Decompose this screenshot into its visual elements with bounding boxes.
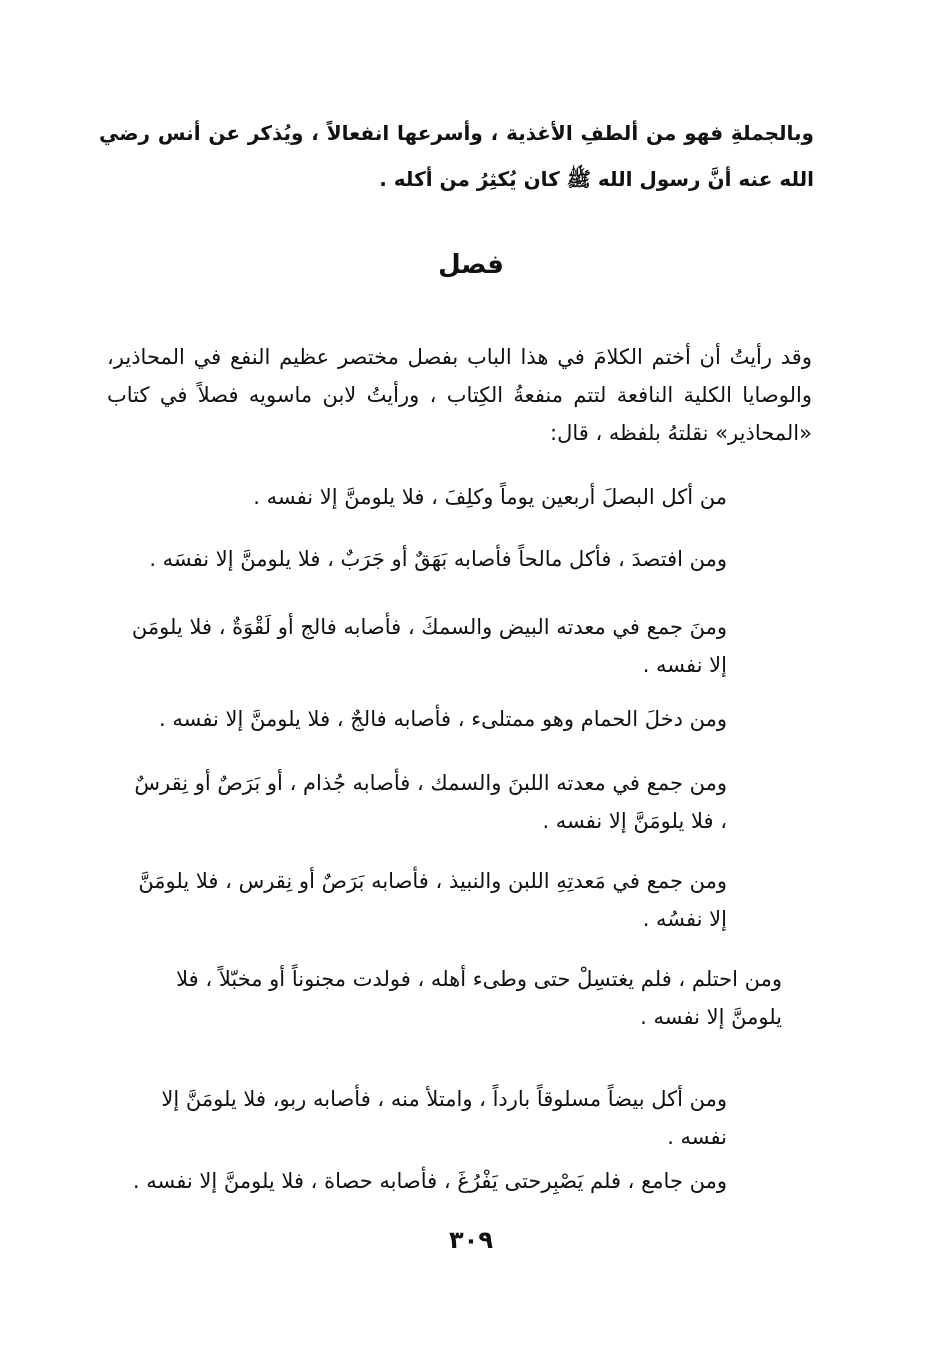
intro-paragraph: وقد رأيتُ أن أختم الكلامَ في هذا الباب بفصل مختصر عظيم النفع في المحاذير، والوصايا الكلية النافعة لتتم منفعةُ الكِتاب ، ورأيتُ لابن ماسويه فصلاً في كتاب «المحاذير» نقلتهُ بلفظه ، قال:: [107, 345, 812, 445]
section-heading: فصل: [438, 250, 504, 280]
warning-item: ومن افتصدَ ، فأكل مالحاً فأصابه بَهَقٌ أو جَرَبٌ ، فلا يلومنَّ إلا نفسَه .: [149, 547, 727, 571]
opening-paragraph: وبالجملةِ فهو من ألطفِ الأغذية ، وأسرعها انفعالاً ، ويُذكر عن أنس رضي الله عنه أنَّ رسول الله ﷺ كان يُكثِرُ من أكله .: [99, 121, 814, 191]
warning-item: ومنَ جمع في معدته البيض والسمكَ ، فأصابه فالج أو لَقْوَةٌ ، فلا يلومَن إلا نفسه .: [131, 615, 727, 677]
warning-item: ومن جامع ، فلم يَصْبِرحتى يَفْرُغَ ، فأصابه حصاة ، فلا يلومنَّ إلا نفسه .: [132, 1169, 727, 1193]
warning-item: ومن دخلَ الحمام وهو ممتلىء ، فأصابه فالجٌ ، فلا يلومنَّ إلا نفسه .: [159, 707, 727, 731]
page-number: ٣٠٩: [449, 1226, 493, 1254]
warning-item: ومن احتلم ، فلم يغتسِلْ حتى وطىء أهله ، فولدت مجنوناً أو مخبّلاً ، فلا يلومنَّ إلا نفسه .: [176, 967, 782, 1029]
warning-item: من أكل البصلَ أربعين يوماً وكلِفَ ، فلا يلومنَّ إلا نفسه .: [253, 485, 727, 509]
warning-item: ومن جمع في مَعدتِهِ اللبن والنبيذ ، فأصابه بَرَصٌ أو نِقرس ، فلا يلومَنَّ إلا نفسُه .: [138, 869, 727, 931]
warning-item: ومن جمع في معدته اللبنَ والسمك ، فأصابه جُذام ، أو بَرَصٌ أو نِقرسٌ ، فلا يلومَنَّ إلا نفسه .: [134, 771, 727, 833]
warning-item: ومن أكل بيضاً مسلوقاً بارداً ، وامتلأ منه ، فأصابه ربو، فلا يلومَنَّ إلا نفسه .: [161, 1087, 727, 1149]
